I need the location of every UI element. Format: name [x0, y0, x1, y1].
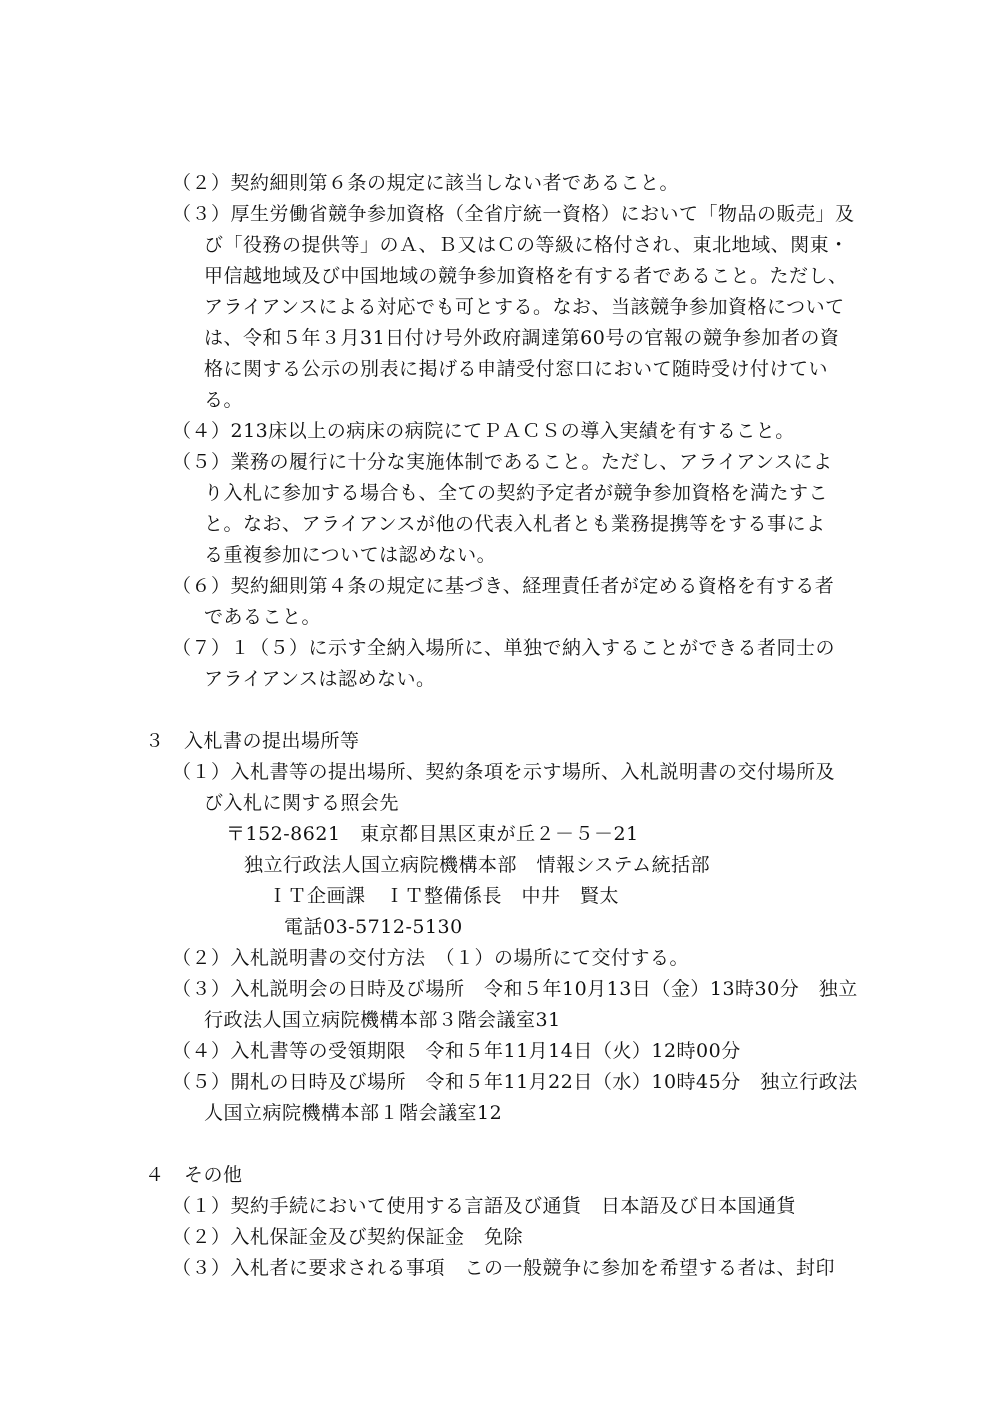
item-2-3-line1: （３）厚生労働省競争参加資格（全省庁統一資格）において「物品の販売」及 — [172, 203, 855, 225]
item-3-3-line2: 行政法人国立病院機構本部３階会議室31 — [204, 1009, 561, 1031]
item-4-2: （２）入札保証金及び契約保証金 免除 — [172, 1226, 524, 1248]
item-2-3-line7: る。 — [204, 389, 244, 411]
item-2-3-line2: び「役務の提供等」のＡ、Ｂ又はＣの等級に格付され、東北地域、関東・ — [204, 234, 849, 256]
item-2-7-line1: （７）１（５）に示す全納入場所に、単独で納入することができる者同士の — [172, 637, 836, 659]
item-2-5-line3: と。なお、アライアンスが他の代表入札者とも業務提携等をする事によ — [204, 513, 826, 535]
item-3-1-line2: び入札に関する照会先 — [204, 792, 400, 814]
item-3-4: （４）入札書等の受領期限 令和５年11月14日（火）12時00分 — [172, 1040, 741, 1062]
item-3-5-line1: （５）開札の日時及び場所 令和５年11月22日（水）10時45分 独立行政法 — [172, 1071, 858, 1093]
item-4-1: （１）契約手続において使用する言語及び通貨 日本語及び日本国通貨 — [172, 1195, 797, 1217]
item-3-1-line1: （１）入札書等の提出場所、契約条項を示す場所、入札説明書の交付場所及 — [172, 761, 836, 783]
item-4-3: （３）入札者に要求される事項 この一般競争に参加を希望する者は、封印 — [172, 1257, 836, 1279]
item-2-4: （４）213床以上の病床の病院にてＰＡＣＳの導入実績を有すること。 — [172, 420, 795, 442]
section-4-heading: ４ その他 — [145, 1164, 243, 1186]
item-2-2: （２）契約細則第６条の規定に該当しない者であること。 — [172, 172, 680, 194]
contact-address: 〒152-8621 東京都目黒区東が丘２－５－21 — [226, 823, 639, 845]
item-2-3-line3: 甲信越地域及び中国地域の競争参加資格を有する者であること。ただし、 — [204, 265, 848, 287]
item-3-5-line2: 人国立病院機構本部１階会議室12 — [204, 1102, 503, 1124]
item-2-5-line2: り入札に参加する場合も、全ての契約予定者が競争参加資格を満たすこ — [204, 482, 829, 504]
contact-person: ＩＴ企画課 ＩＴ整備係長 中井 賢太 — [268, 885, 620, 907]
item-2-5-line1: （５）業務の履行に十分な実施体制であること。ただし、アライアンスによ — [172, 451, 833, 473]
item-2-3-line6: 格に関する公示の別表に掲げる申請受付窓口において随時受け付けてい — [204, 358, 829, 380]
item-2-3-line4: アライアンスによる対応でも可とする。なお、当該競争参加資格について — [204, 296, 845, 318]
item-2-7-line2: アライアンスは認めない。 — [204, 668, 436, 690]
section-3-heading: ３ 入札書の提出場所等 — [145, 730, 360, 752]
item-2-6-line1: （６）契約細則第４条の規定に基づき、経理責任者が定める資格を有する者 — [172, 575, 835, 597]
item-3-2: （２）入札説明書の交付方法 （１）の場所にて交付する。 — [172, 947, 690, 969]
item-2-5-line4: る重複参加については認めない。 — [204, 544, 497, 566]
contact-organization: 独立行政法人国立病院機構本部 情報システム統括部 — [244, 854, 711, 876]
item-2-3-line5: は、令和５年３月31日付け号外政府調達第60号の官報の競争参加者の資 — [204, 327, 840, 349]
item-2-6-line2: であること。 — [204, 606, 322, 628]
item-3-3-line1: （３）入札説明会の日時及び場所 令和５年10月13日（金）13時30分 独立 — [172, 978, 858, 1000]
contact-phone: 電話03-5712-5130 — [284, 916, 463, 938]
